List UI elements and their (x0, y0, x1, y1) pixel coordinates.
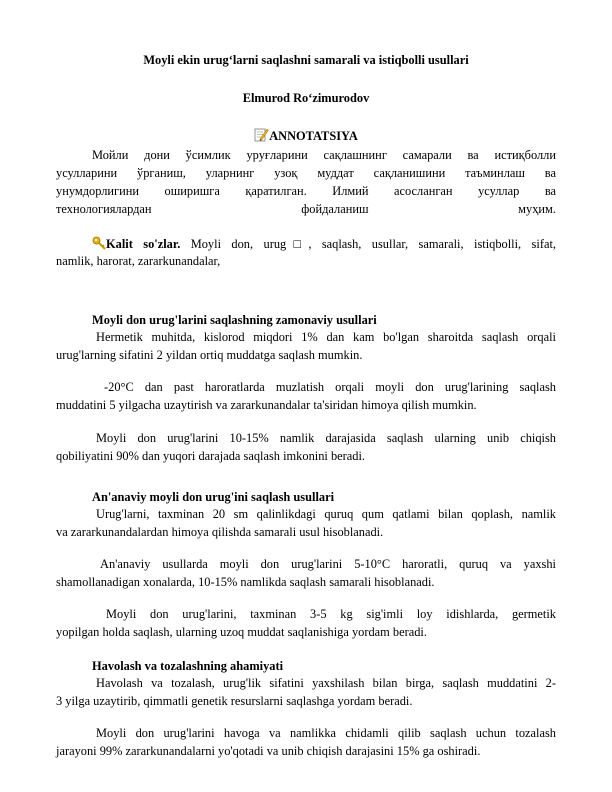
annotation-line: технологиялардан фойдаланиш муҳим. (56, 202, 556, 216)
annotation-line: унумдорлигини оширишга қаратилган. Илмий асосланган усуллар ва (56, 184, 556, 198)
annotation-line: усулларини ўрганиш, уларнинг узоқ муддат сақланишини таъминлаш ва (56, 166, 556, 180)
paragraph-line: An'anaviy usullarda moyli don urug'larini 5-10°C haroratli, quruq va yaxshi (100, 557, 556, 571)
author-name: Elmurod Ro‘zimurodov (242, 91, 370, 105)
section-heading: Moyli don urug'larini saqlashning zamonaviy usullari (92, 313, 377, 327)
paragraph-line: Moyli don urug'larini 10-15% namlik darajasida saqlash ularning unib chiqish (96, 431, 556, 445)
paragraph-line: va zararkunandalardan himoya qilishda samarali usul hisoblanadi. (56, 525, 384, 539)
keywords-line-2: namlik, harorat, zararkunandalar, (56, 254, 221, 268)
paragraph-line: Hermetik muhitda, kislorod miqdori 1% dan kam bo'lgan sharoitda saqlash orqali (96, 330, 556, 344)
keywords-label: Kalit so'zlar. (106, 237, 181, 251)
memo-pencil-icon (254, 127, 269, 145)
section-heading: An'anaviy moyli don urug'ini saqlash usullari (92, 490, 335, 504)
paragraph-line: Havolash va tozalash, urug'lik sifatini yaxshilash bilan birga, saqlash muddatini 2- (96, 676, 556, 690)
section-heading: Havolash va tozalashning ahamiyati (92, 659, 284, 673)
annotation-heading (0, 127, 612, 145)
document-title: Moyli ekin urug‘larni saqlashni samarali va istiqbolli usullari (143, 53, 469, 67)
paragraph-line: urug'larning sifatini 2 yildan ortiq muddatga saqlash mumkin. (56, 348, 363, 362)
paragraph-line: Urug'larni, taxminan 20 sm qalinlikdagi quruq qum qatlami bilan qoplash, namlik (96, 507, 556, 521)
annotation-line: Мойли дони ўсимлик уруғларини сақлашнинг самарали ва истиқболли (92, 148, 556, 162)
paragraph-line: yopilgan holda saqlash, ularning uzoq muddat saqlanishiga yordam beradi. (56, 625, 427, 639)
paragraph-line: -20°C dan past haroratlarda muzlatish orqali moyli don urug'larining saqlash (104, 380, 556, 394)
paragraph-line: qobiliyatini 90% dan yuqori darajada saqlash imkonini beradi. (56, 449, 366, 463)
keywords-line (92, 236, 556, 253)
paragraph-line: 3 yilga uzaytirib, qimmatli genetik resurslarni saqlashga yordam beradi. (56, 694, 413, 708)
paragraph-line: Moyli don urug'larini havoga va namlikka chidamli qilib saqlash uchun tozalash (96, 726, 556, 740)
paragraph-line: shamollanadigan xonalarda, 10-15% namlikda saqlash samarali hisoblanadi. (56, 575, 435, 589)
paragraph-line: jarayoni 99% zararkunandalarni yo'qotadi va unib chiqish darajasini 15% ga oshiradi. (56, 744, 481, 758)
annotation-heading-text: ANNOTATSIYA (269, 129, 358, 143)
paragraph-line: Moyli don urug'larini, taxminan 3-5 kg sig'imli loy idishlarda, germetik (106, 607, 556, 621)
key-icon (92, 236, 106, 253)
paragraph-line: muddatini 5 yilgacha uzaytirish va zararkunandalar ta'siridan himoya qilish mumkin. (56, 398, 477, 412)
keywords-text: Moyli don, urug□, saqlash, usullar, samarali, istiqbolli, sifat, (190, 237, 556, 251)
